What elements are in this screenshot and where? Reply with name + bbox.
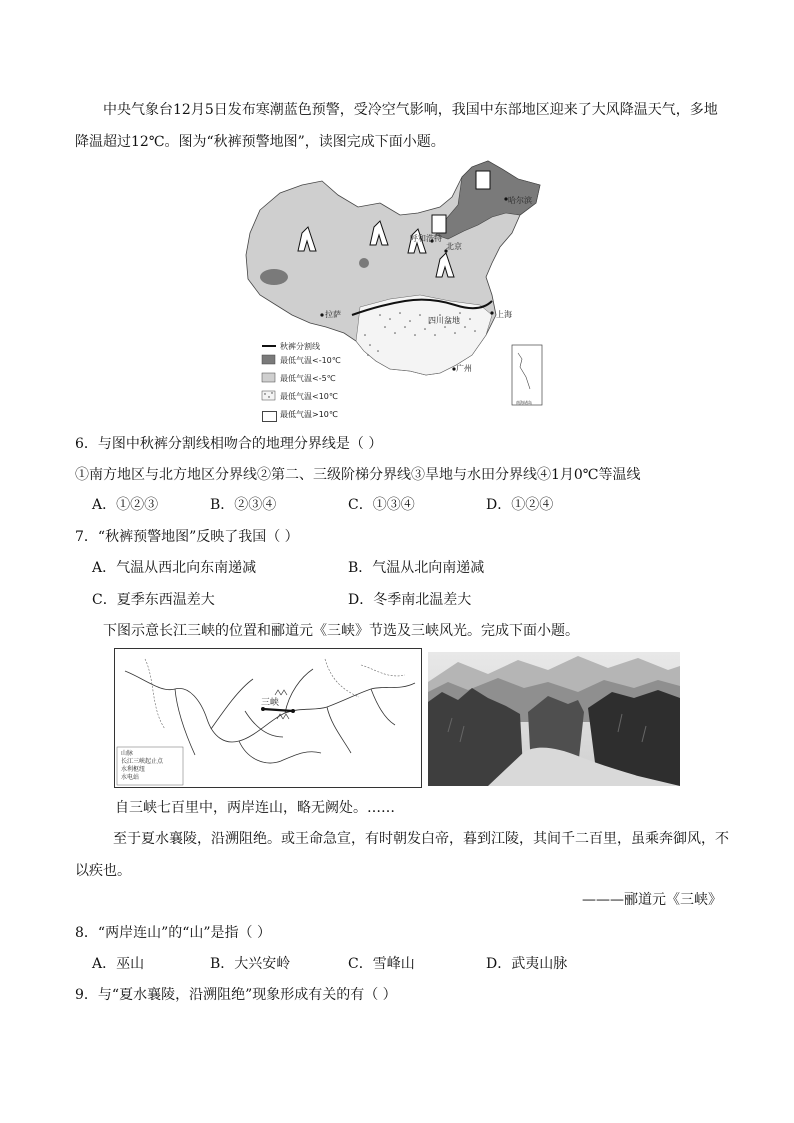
q6-option-c[interactable]: C．①③④ bbox=[348, 497, 415, 513]
legend-swatch-above-10 bbox=[262, 411, 277, 422]
legend-above-10: 最低气温>10℃ bbox=[280, 410, 338, 419]
q7-stem: 7．“秋裤预警地图”反映了我国（ ） bbox=[75, 529, 299, 545]
q9-stem: 9．与“夏水襄陵，沿溯阻绝”现象形成有关的有（ ） bbox=[75, 987, 397, 1003]
three-gorges-segment bbox=[263, 709, 293, 711]
legend-below-minus10: 最低气温<-10℃ bbox=[280, 356, 341, 365]
q8-option-c[interactable]: C．雪峰山 bbox=[348, 956, 415, 972]
map1-legend bbox=[262, 346, 276, 400]
china-map-svg bbox=[240, 155, 545, 410]
city-guangzhou: 广州 bbox=[456, 364, 472, 373]
legend-line: 秋裤分割线 bbox=[280, 342, 320, 351]
city-beijing: 北京 bbox=[446, 242, 462, 251]
poem-line2: 至于夏水襄陵，沿溯阻绝。或王命急宣，有时朝发白帝，暮到江陵，其间千二百里，虽乘奔御风，不 bbox=[113, 831, 729, 847]
q7-option-d[interactable]: D．冬季南北温差大 bbox=[348, 592, 472, 608]
q6-items: ①南方地区与北方地区分界线②第二、三级阶梯分界线③旱地与水田分界线④1月0℃等温线 bbox=[75, 467, 641, 483]
q6-option-d[interactable]: D．①②④ bbox=[486, 497, 554, 513]
q7-option-b[interactable]: B．气温从北向南递减 bbox=[348, 560, 485, 576]
q6-option-b[interactable]: B．②③④ bbox=[210, 497, 277, 513]
q6-option-a[interactable]: A．①②③ bbox=[92, 497, 159, 513]
q8-option-b[interactable]: B．大兴安岭 bbox=[210, 956, 291, 972]
cold-wave-map bbox=[240, 155, 545, 419]
map2-legend-endpoints: 长江三峡起止点 bbox=[121, 758, 164, 765]
legend-below-minus5: 最低气温<-5℃ bbox=[280, 374, 336, 383]
city-shanghai: 上海 bbox=[496, 310, 512, 319]
city-hohhot: 呼和浩特 bbox=[410, 234, 442, 243]
q8-stem: 8．“两岸连山”的“山”是指（ ） bbox=[75, 925, 271, 941]
city-lhasa: 拉萨 bbox=[325, 310, 341, 319]
yangtze-map-svg bbox=[115, 649, 421, 787]
tibet-cold-blob bbox=[260, 269, 288, 285]
south-sea-inset bbox=[512, 345, 542, 405]
yangtze-map bbox=[114, 648, 422, 788]
inset-label: 南海诸岛 bbox=[516, 400, 532, 405]
legend-below-10: 最低气温<10℃ bbox=[280, 392, 338, 401]
city-harbin: 哈尔滨 bbox=[508, 196, 532, 205]
q7-option-c[interactable]: C．夏季东西温差大 bbox=[92, 592, 215, 608]
map2-legend-dam: 水利枢纽 bbox=[121, 766, 146, 773]
q7-option-a[interactable]: A．气温从西北向东南递减 bbox=[92, 560, 257, 576]
map2-legend-mountain: 山脉 bbox=[121, 750, 134, 757]
intro2: 下图示意长江三峡的位置和郦道元《三峡》节选及三峡风光。完成下面小题。 bbox=[103, 623, 579, 639]
intro1-line1: 中央气象台12月5日发布寒潮蓝色预警，受冷空气影响，我国中东部地区迎来了大风降温天气，多地 bbox=[103, 102, 718, 118]
label-sichuan-basin: 四川盆地 bbox=[428, 316, 460, 325]
poem-line3: 以疾也。 bbox=[75, 863, 131, 879]
q8-option-a[interactable]: A．巫山 bbox=[92, 956, 145, 972]
three-gorges-label: 三峡 bbox=[261, 698, 280, 708]
map2-legend-hydro: 水电站 bbox=[121, 774, 140, 781]
qinghai-cold-blob bbox=[359, 258, 369, 268]
q6-stem: 6．与图中秋裤分割线相吻合的地理分界线是（ ） bbox=[75, 436, 383, 452]
q8-option-d[interactable]: D．武夷山脉 bbox=[486, 956, 568, 972]
poem-source: ———郦道元《三峡》 bbox=[582, 892, 722, 908]
poem-line1: 自三峡七百里中，两岸连山，略无阙处。…… bbox=[115, 800, 395, 816]
three-gorges-painting bbox=[428, 652, 680, 786]
intro1-line2: 降温超过12℃。图为“秋裤预警地图”，读图完成下面小题。 bbox=[75, 134, 445, 150]
